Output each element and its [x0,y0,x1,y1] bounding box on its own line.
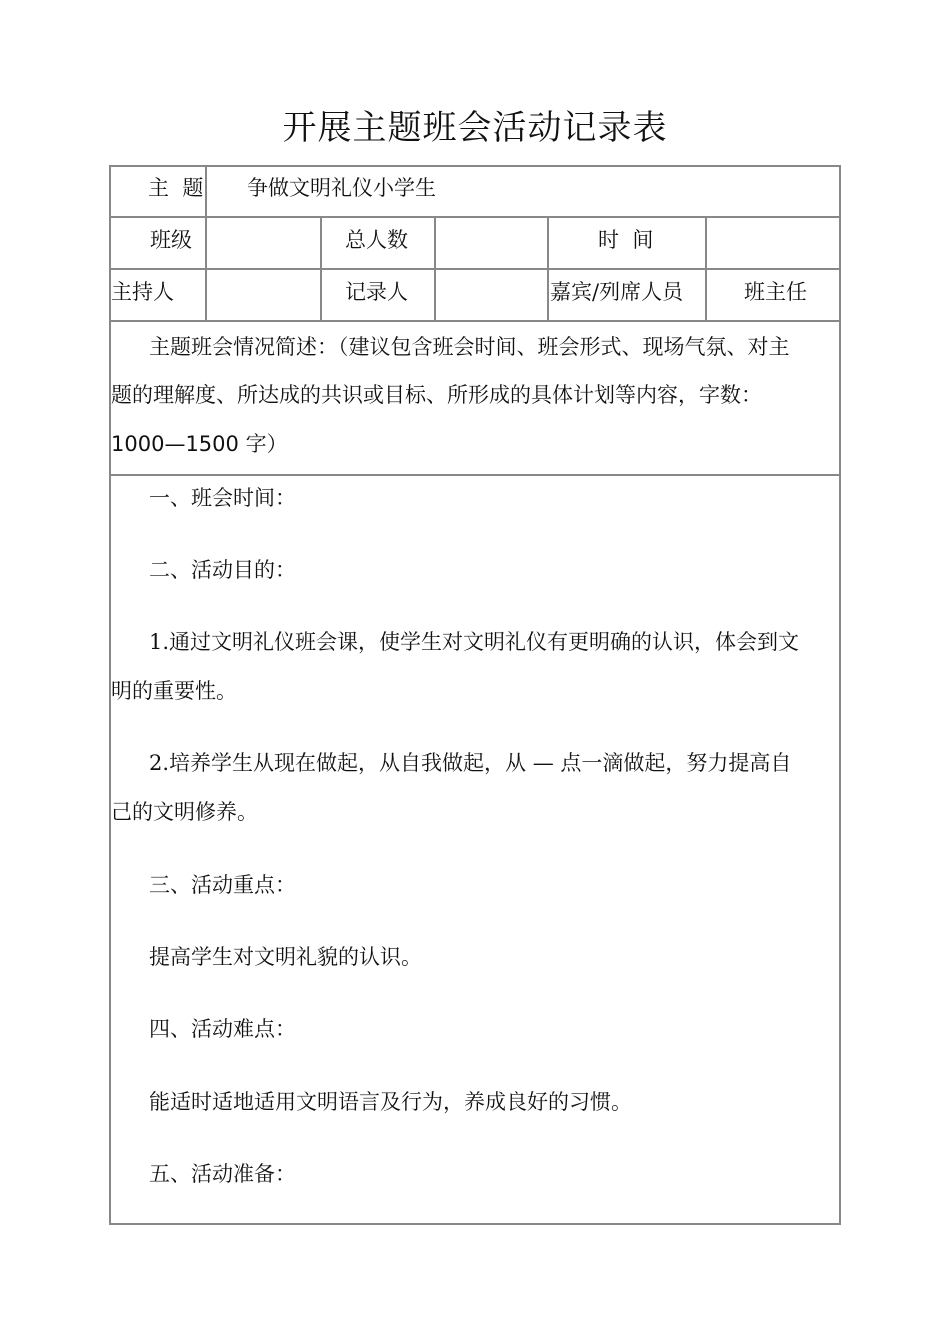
objective-paragraph: 1.通过文明礼仪班会课，使学生对文明礼仪有更明确的认识，体会到文 [149,630,800,654]
class-label: 班级 [150,228,192,252]
summary-line [111,432,837,456]
total-count-label: 总人数 [345,228,408,252]
section-text: 能适时适地适用文明语言及行为，养成良好的习惯。 [149,1090,632,1114]
section-text: 提高学生对文明礼貌的认识。 [149,945,422,969]
page-title: 开展主题班会活动记录表 [282,108,668,148]
column-divider [205,165,207,320]
objective-paragraph: 2.培养学生从现在做起，从自我做起，从 — 点一滴做起，努力提高自 [149,751,792,775]
host-label: 主持人 [111,280,174,304]
row-divider [109,216,841,218]
row-divider [109,268,841,270]
column-divider [320,216,322,320]
section-heading: 三、活动重点： [149,873,296,897]
section-heading: 一、班会时间： [149,486,296,510]
recorder-label: 记录人 [345,280,408,304]
section-heading: 二、活动目的： [149,558,296,582]
objective-paragraph: 己的文明修养。 [111,800,258,824]
word-count-unit: 字） [238,432,288,456]
objective-paragraph: 明的重要性。 [111,679,237,703]
topic-value: 争做文明礼仪小学生 [247,176,436,200]
section-heading: 四、活动难点： [149,1017,296,1041]
column-divider [547,216,549,320]
guests-label: 嘉宾/列席人员 [550,280,684,304]
summary-line: 题的理解度、所达成的共识或目标、所形成的具体计划等内容，字数： [111,383,762,407]
time-label: 时 间 [598,228,654,252]
word-count-range: 1000—1500 [111,432,239,456]
row-divider [109,320,841,322]
column-divider [705,216,707,320]
topic-label: 主 题 [148,176,204,200]
row-divider [109,474,841,476]
section-heading: 五、活动准备： [149,1162,296,1186]
column-divider [434,216,436,320]
guests-value: 班主任 [744,280,807,304]
summary-line: 主题班会情况简述：（建议包含班会时间、班会形式、现场气氛、对主 [149,335,790,359]
